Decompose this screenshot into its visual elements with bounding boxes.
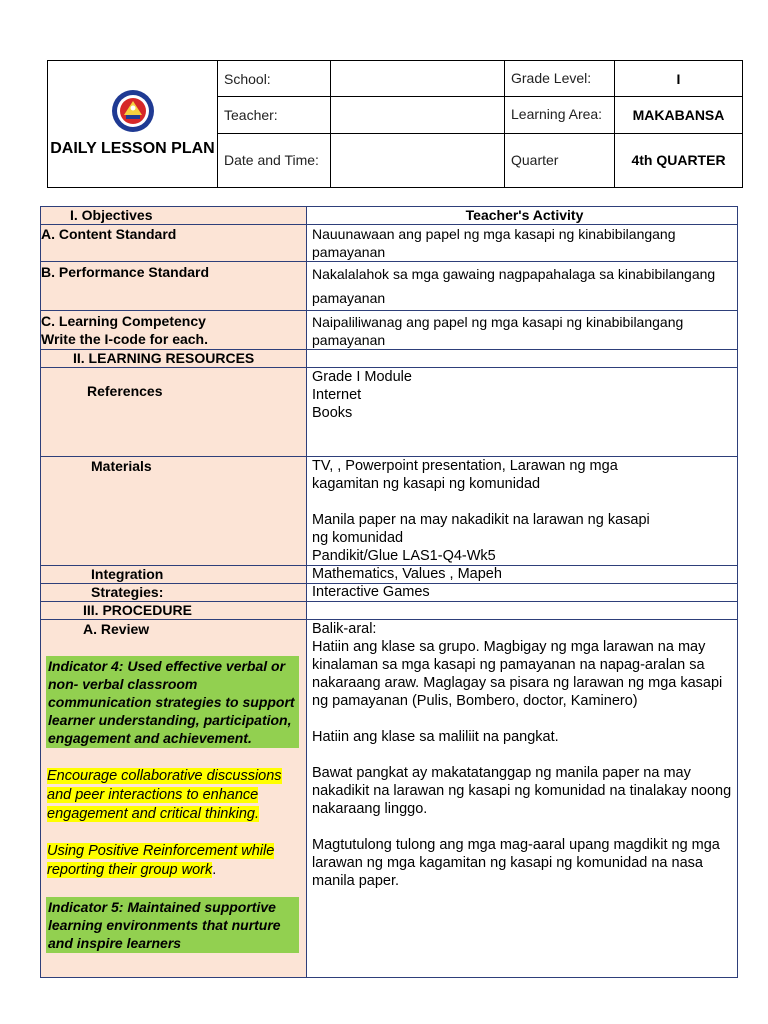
procedure-heading: III. PROCEDURE — [41, 602, 307, 620]
teacher-value — [331, 97, 505, 133]
learning-resources-heading: II. LEARNING RESOURCES — [41, 350, 307, 368]
performance-standard-cell — [307, 262, 738, 311]
school-value — [331, 61, 505, 97]
icode-instruction: Write the I-code for each. — [41, 331, 208, 347]
materials-line: Pandikit/Glue LAS1-Q4-Wk5 — [312, 548, 496, 564]
quarter-label: Quarter — [505, 133, 615, 187]
learning-competency-label: C. Learning Competency — [41, 313, 206, 329]
integration-value: Mathematics, Values , Mapeh — [307, 566, 738, 584]
review-label: A. Review — [83, 621, 150, 637]
review-paragraph: Bawat pangkat ay makatatanggap ng manila paper na may nakadikit na larawan ng kasapi ng komunidad na tinalakay noong nakaraang linggo. — [312, 765, 732, 817]
procedure-value — [307, 602, 738, 620]
date-time-value — [331, 133, 505, 187]
grade-level-value: I — [615, 61, 743, 97]
lesson-plan-header — [47, 60, 743, 188]
learning-competency-value: Naipaliliwanag ang papel ng mga kasapi ng kinabibilangang pamayanan — [307, 311, 738, 350]
integration-label: Integration — [41, 566, 307, 584]
review-paragraph: Magtutulong tulong ang mga mag-aaral upang magdikit ng mga larawan ng mga kagamitan ng kasapi ng komunidad na nasa manila paper. — [312, 837, 720, 889]
materials-cell — [307, 457, 738, 566]
grade-level-label: Grade Level: — [505, 61, 615, 97]
positive-reinforcement-text: Using Positive Reinforcement while reporting their group work — [47, 843, 275, 878]
indicator-4-box: Indicator 4: Used effective verbal or non- verbal classroom communication strategies to support learner understanding, participation, engagement and achievement. — [46, 656, 299, 748]
review-paragraph: Hatiin ang klase sa maliliit na pangkat. — [312, 729, 559, 745]
performance-standard-line2: pamayanan — [312, 290, 386, 306]
review-paragraph: Hatiin ang klase sa grupo. Magbigay ng mga larawan na may kinalaman sa mga kasapi ng pamayanan na napag-aralan sa nakaraang araw. Maglagay sa pisara ng larawan ng mga kasapi ng pamayanan (Pulis, Bombero, doctor, Kaminero) — [312, 639, 723, 709]
performance-standard-line1: Nakalalahok sa mga gawaing nagpapahalaga sa kinabibilangang — [312, 266, 716, 282]
objectives-heading: I. Objectives — [41, 207, 307, 225]
deped-seal-icon — [106, 89, 160, 133]
reference-item: Grade I Module — [312, 369, 412, 385]
teacher-label: Teacher: — [218, 97, 331, 133]
encourage-note — [47, 766, 299, 823]
references-cell — [307, 368, 738, 457]
content-standard-label: A. Content Standard — [41, 225, 307, 262]
quarter-value: 4th QUARTER — [615, 133, 743, 187]
encourage-text: Encourage collaborative discussions and peer interactions to enhance engagement and critical thinking. — [47, 768, 282, 822]
header-title-cell — [48, 61, 218, 188]
learning-area-label: Learning Area: — [505, 97, 615, 133]
content-standard-value: Nauunawaan ang papel ng mga kasapi ng kinabibilangang pamayanan — [307, 225, 738, 262]
materials-line: ng komunidad — [312, 530, 404, 546]
references-label: References — [41, 368, 307, 457]
learning-area-value: MAKABANSA — [615, 97, 743, 133]
learning-resources-value — [307, 350, 738, 368]
strategies-value: Interactive Games — [307, 584, 738, 602]
page-title: DAILY LESSON PLAN — [50, 140, 215, 157]
positive-period: . — [212, 862, 217, 878]
materials-line: Manila paper na may nakadikit na larawan ng kasapi — [312, 512, 650, 528]
lesson-plan-table — [40, 206, 738, 978]
materials-line: kagamitan ng kasapi ng komunidad — [312, 476, 541, 492]
strategies-label: Strategies: — [41, 584, 307, 602]
review-balik-aral-title: Balik-aral: — [312, 621, 377, 637]
school-label: School: — [218, 61, 331, 97]
date-time-label: Date and Time: — [218, 133, 331, 187]
performance-standard-label: B. Performance Standard — [41, 262, 307, 311]
reference-item: Books — [312, 405, 353, 421]
teachers-activity-heading: Teacher's Activity — [307, 207, 738, 225]
learning-competency-cell — [41, 311, 307, 350]
materials-line: TV, , Powerpoint presentation, Larawan ng mga — [312, 458, 618, 474]
review-left-cell — [41, 620, 307, 978]
indicator-5-box: Indicator 5: Maintained supportive learning environments that nurture and inspire learners — [46, 897, 299, 953]
reference-item: Internet — [312, 387, 362, 403]
positive-reinforcement-note — [47, 841, 299, 879]
review-right-cell — [307, 620, 738, 978]
materials-label: Materials — [41, 457, 307, 566]
